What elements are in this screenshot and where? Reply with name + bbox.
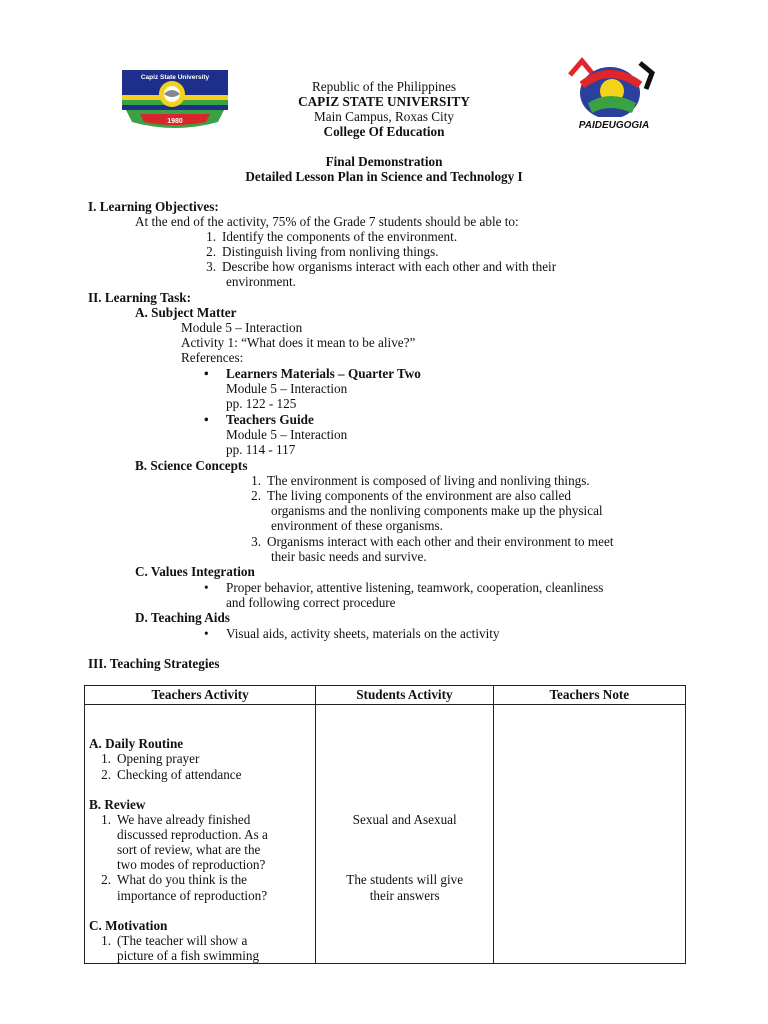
teaching-aids-item: • Visual aids, activity sheets, materials on the activity [204,626,500,641]
teachers-note-cell [493,705,685,964]
students-activity-cell [316,705,493,964]
campus-line: Main Campus, Roxas City [314,109,454,124]
review-item-continued: sort of review, what are the [117,842,261,857]
teaching-strategies-table [84,685,686,964]
motivation-heading: C. Motivation [89,918,168,933]
motivation-item-continued: picture of a fish swimming [117,948,260,963]
module-line: Module 5 – Interaction [181,320,303,335]
university-name: CAPIZ STATE UNIVERSITY [298,94,470,109]
left-logo-text: Capiz State University [140,74,210,81]
objectives-intro: At the end of the activity, 75% of the Grade 7 students should be able to: [135,214,519,229]
right-logo-text: PAIDEUGOGIA [578,120,650,131]
review-item: 2. What do you think is the [101,872,248,887]
objectives-heading: I. Learning Objectives: [88,199,219,214]
review-item-continued: importance of reproduction? [117,888,268,903]
student-answer: The students will give [346,872,464,887]
review-item-continued: discussed reproduction. As a [117,827,268,842]
reference-module: Module 5 – Interaction [226,381,348,396]
teachers-activity-header: Teachers Activity [85,686,316,705]
daily-routine-heading: A. Daily Routine [89,736,184,751]
reference-item: • Learners Materials – Quarter Two [204,366,421,381]
concept-item-continued: environment of these organisms. [271,518,443,533]
objective-item: 3. Describe how organisms interact with each other and with their [206,259,557,274]
science-concepts-heading: B. Science Concepts [135,458,248,473]
values-heading: C. Values Integration [135,564,255,579]
concept-item: 2. The living components of the environment are also called [251,488,571,503]
review-item: 1. We have already finished [101,812,251,827]
document-title: Final Demonstration [325,154,443,169]
students-activity-header: Students Activity [316,686,493,705]
review-item-continued: two modes of reproduction? [117,857,266,872]
objective-item: 2. Distinguish living from nonliving things. [206,244,439,259]
subject-matter-heading: A. Subject Matter [135,305,237,320]
objective-item-continued: environment. [226,274,296,289]
document-subtitle: Detailed Lesson Plan in Science and Technology I [245,169,523,184]
student-answer: Sexual and Asexual [352,812,457,827]
teachers-activity-cell [85,705,316,964]
reference-item: • Teachers Guide [204,412,314,427]
task-heading: II. Learning Task: [88,290,191,305]
teaching-aids-heading: D. Teaching Aids [135,610,230,625]
routine-item: 2. Checking of attendance [101,767,242,782]
concept-item: 1. The environment is composed of living and nonliving things. [251,473,590,488]
reference-pages: pp. 122 - 125 [226,396,297,411]
motivation-item: 1. (The teacher will show a [101,933,248,948]
activity-line: Activity 1: “What does it mean to be alive?” [181,335,416,350]
college-line: College Of Education [323,124,445,139]
concept-item-continued: organisms and the nonliving components make up the physical [271,503,603,518]
left-logo-year: 1980 [167,118,183,125]
student-answer-continued: their answers [369,888,440,903]
strategies-heading: III. Teaching Strategies [88,656,220,671]
review-heading: B. Review [89,797,146,812]
routine-item: 1. Opening prayer [101,751,200,766]
republic-line: Republic of the Philippines [312,79,456,94]
values-item-continued: and following correct procedure [226,595,396,610]
references-label: References: [181,350,244,365]
concept-item: 3. Organisms interact with each other and their environment to meet [251,534,614,549]
objective-item: 1. Identify the components of the environment. [206,229,458,244]
reference-module: Module 5 – Interaction [226,427,348,442]
concept-item-continued: their basic needs and survive. [271,549,427,564]
values-item: • Proper behavior, attentive listening, teamwork, cooperation, cleanliness [204,580,604,595]
reference-pages: pp. 114 - 117 [226,442,296,457]
teachers-note-header: Teachers Note [493,686,685,705]
